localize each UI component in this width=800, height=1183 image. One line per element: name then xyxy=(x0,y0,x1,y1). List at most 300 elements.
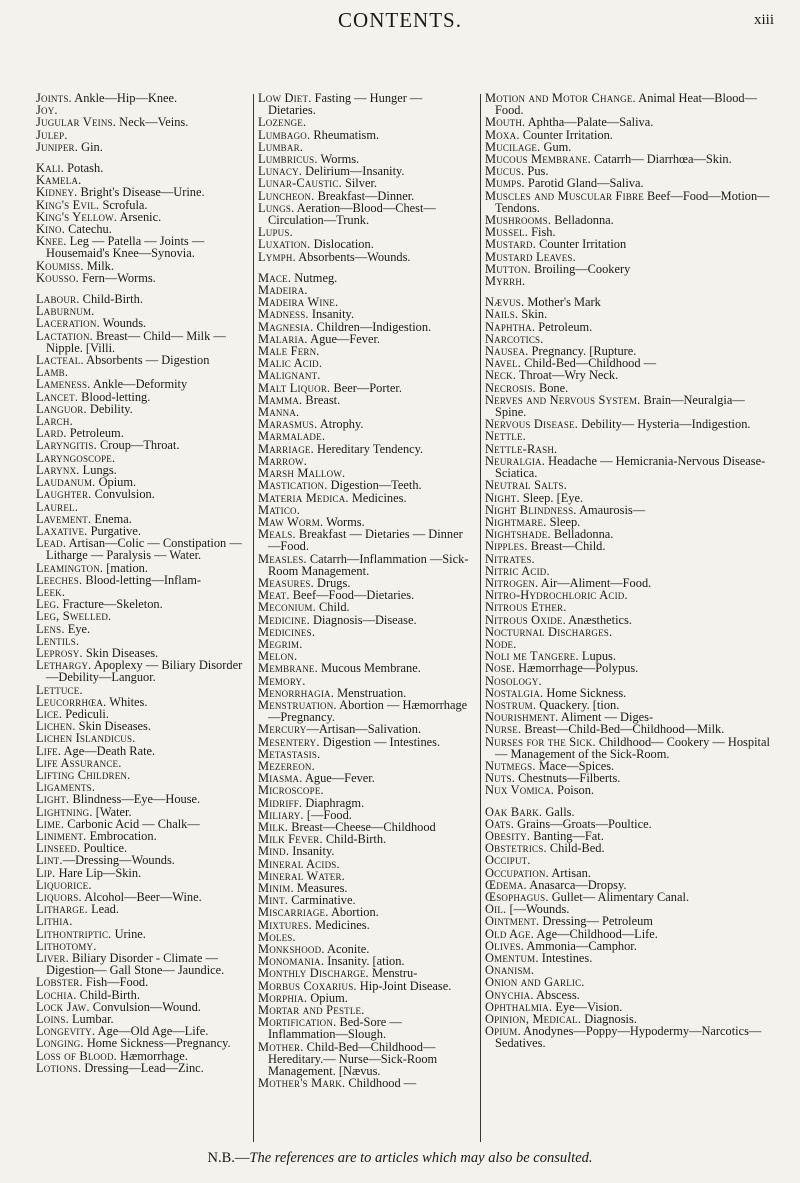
entry-heading: Laudanum. xyxy=(36,475,96,490)
entry-heading: Madness. xyxy=(258,307,309,322)
entry-references: Diagnosis—Disease. xyxy=(309,612,417,627)
footnote xyxy=(0,1150,800,1167)
entry-references: Delirium—Insanity. xyxy=(302,164,405,179)
entry-references: Urine. xyxy=(111,926,146,941)
entry-heading: Membrane. xyxy=(258,661,318,676)
entry-heading: Mineral Acids. xyxy=(258,856,340,871)
entry-references: Whites. xyxy=(106,694,148,709)
entry-references: Petroleum. xyxy=(535,319,593,334)
entry-heading: Nutmegs. xyxy=(485,758,536,773)
entry-references: Menstru- xyxy=(368,966,418,981)
entry-references: Home Sickness. xyxy=(543,685,627,700)
entry-heading: Lens. xyxy=(36,621,65,636)
entry-references: Mace—Spices. xyxy=(535,758,615,773)
entry-heading: Monomania. xyxy=(258,954,325,969)
entry-references: Counter Irritation. xyxy=(519,127,613,142)
entry-heading: Nose. xyxy=(485,661,516,676)
entry-heading: Nitrogen. xyxy=(485,575,539,590)
entry-heading: Lameness. xyxy=(36,377,91,392)
entry-references: Child-Birth. xyxy=(79,292,143,307)
entry-references: Air—Aliment—Food. xyxy=(538,575,652,590)
entry-references: Blood-letting. xyxy=(78,389,151,404)
entry-references: Abortion. xyxy=(328,905,379,920)
entry-heading: Leg, Swelled. xyxy=(36,609,112,624)
entry-heading: Lice. xyxy=(36,706,63,721)
entry-references: Age—Childhood—Life. xyxy=(534,926,658,941)
entry-heading: Mace. xyxy=(258,270,292,285)
entry-references: Worms. xyxy=(317,152,360,167)
entry-references: Grains—Groats—Poultice. xyxy=(514,816,652,831)
entry-references: Home Sickness—Pregnancy. xyxy=(83,1036,231,1051)
entry-heading: Laceration. xyxy=(36,316,100,331)
entry-references: Hip-Joint Disease. xyxy=(356,978,452,993)
index-entry xyxy=(36,330,248,354)
entry-heading: Litharge. xyxy=(36,902,88,917)
entry-heading: Mussel. xyxy=(485,225,529,240)
entry-heading: Monkshood. xyxy=(258,942,325,957)
entry-heading: Mother's Mark. xyxy=(258,1076,346,1091)
entry-references: Hereditary Tendency. xyxy=(313,441,424,456)
entry-heading: Male Fern. xyxy=(258,344,320,359)
entry-heading: Mortification. xyxy=(258,1015,337,1030)
entry-heading: Nurse. xyxy=(485,722,522,737)
entry-references: Animal Heat—Blood—Food. xyxy=(495,91,757,118)
entry-heading: Miasma. xyxy=(258,771,303,786)
entry-references: Child. xyxy=(315,600,350,615)
entry-heading: Loss of Blood. xyxy=(36,1048,117,1063)
entry-heading: Œsophagus. xyxy=(485,890,549,904)
entry-references: Beef—Food—Motion—Tendons. xyxy=(495,188,770,215)
entry-heading: Lime. xyxy=(36,816,65,831)
entry-references: Hæmorrhage—Polypus. xyxy=(515,661,639,676)
entry-heading: Lead. xyxy=(36,536,67,551)
entry-references: Breast—Child-Bed—Childhood—Milk. xyxy=(521,722,725,737)
entry-heading: Oats. xyxy=(485,816,515,831)
entry-heading: Nitrates. xyxy=(485,551,535,566)
entry-heading: Monthly Discharge. xyxy=(258,966,369,981)
entry-heading: Lumbricus. xyxy=(258,152,318,167)
entry-heading: Lithia. xyxy=(36,914,73,929)
entry-references: Arsenic. xyxy=(117,209,162,224)
entry-references: Bright's Disease—Urine. xyxy=(77,185,205,200)
entry-heading: Mouth. xyxy=(485,115,526,130)
index-column-2 xyxy=(258,92,472,1089)
entry-heading: Lithotomy. xyxy=(36,938,97,953)
index-entry xyxy=(258,1041,472,1078)
entry-heading: Lethargy. xyxy=(36,658,92,673)
entry-heading: Neck. xyxy=(485,368,517,383)
entry-heading: Lotions. xyxy=(36,1060,82,1075)
entry-heading: Kali. xyxy=(36,161,65,176)
entry-heading: Lungs. xyxy=(258,200,295,215)
entry-heading: King's Yellow. xyxy=(36,209,118,224)
entry-references: Ague—Fever. xyxy=(302,771,375,786)
entry-heading: Liquors. xyxy=(36,890,82,904)
entry-references: Ankle—Deformity xyxy=(90,377,188,392)
index-entry xyxy=(36,92,248,104)
entry-heading: Nitrous Ether. xyxy=(485,600,567,615)
index-entry xyxy=(485,418,771,430)
page-title: CONTENTS. xyxy=(338,8,462,32)
entry-references: —Dressing—Wounds. xyxy=(62,853,175,868)
entry-heading: Marsh Mallow. xyxy=(258,466,346,481)
entry-heading: Lifting Children. xyxy=(36,767,131,782)
entry-references: Opium. xyxy=(95,475,137,490)
entry-heading: Nitro-Hydrochloric Acid. xyxy=(485,588,628,603)
entry-references: Wounds. xyxy=(99,316,147,331)
entry-references: Fern—Worms. xyxy=(78,270,156,285)
entry-references: Bone. xyxy=(535,380,569,395)
entry-references: Alcohol—Beer—Wine. xyxy=(81,890,202,904)
entry-references: Ankle—Hip—Knee. xyxy=(71,91,178,105)
entry-references: Blood-letting—Inflam- xyxy=(82,572,202,587)
entry-heading: Milk Fever. xyxy=(258,832,323,847)
entry-heading: Night. xyxy=(485,490,520,505)
entry-heading: Lymph. xyxy=(258,249,296,264)
entry-heading: Laryngoscope. xyxy=(36,450,116,465)
entry-references: Debility— Hysteria—Indigestion. xyxy=(578,417,751,432)
entry-heading: Kidney. xyxy=(36,185,78,200)
index-entry xyxy=(258,92,472,116)
entry-heading: Languor. xyxy=(36,401,87,416)
entry-references: Ammonia—Camphor. xyxy=(523,938,637,953)
entry-heading: Mustard Leaves. xyxy=(485,249,576,264)
entry-heading: Luxation. xyxy=(258,237,311,252)
index-entry xyxy=(485,92,771,116)
entry-heading: Nitrous Oxide. xyxy=(485,612,566,627)
entry-heading: Occiput. xyxy=(485,853,531,868)
entry-references: Mucous Membrane. xyxy=(317,661,421,676)
entry-heading: Knee. xyxy=(36,234,67,249)
entry-heading: Leucorrhœa. xyxy=(36,694,107,709)
entry-heading: Morbus Coxarius. xyxy=(258,978,357,993)
entry-heading: Measles. xyxy=(258,551,307,566)
entry-heading: Nipples. xyxy=(485,539,528,554)
entry-references: Sleep. xyxy=(546,514,581,529)
entry-references: Age—Old Age—Life. xyxy=(95,1024,209,1039)
entry-references: Mother's Mark xyxy=(524,295,601,310)
entry-references: Apoplexy — Biliary Disorder—Debility—Languor. xyxy=(46,658,243,685)
entry-references: Petroleum. xyxy=(66,426,124,441)
index-entry xyxy=(36,235,248,259)
entry-heading: Mezereon. xyxy=(258,758,315,773)
entry-heading: Nourishment. xyxy=(485,710,559,725)
entry-heading: Menorrhagia. xyxy=(258,685,335,700)
index-entry xyxy=(485,736,771,760)
entry-heading: Occupation. xyxy=(485,865,549,880)
entry-heading: Lentils. xyxy=(36,633,80,648)
entry-references: Aeration—Blood—Chest— Circulation—Trunk. xyxy=(268,200,436,228)
entry-references: Convulsion—Wound. xyxy=(89,999,201,1014)
entry-references: Throat—Wry Neck. xyxy=(516,368,619,383)
entry-references: Childhood— Cookery — Hospital — Management of the Sick-Room. xyxy=(495,734,770,761)
entry-references: Skin. xyxy=(518,307,548,322)
entry-references: Pediculi. xyxy=(62,706,109,721)
entry-heading: Larch. xyxy=(36,414,73,429)
entry-heading: Liquorice. xyxy=(36,877,92,892)
entry-heading: Nervous Disease. xyxy=(485,417,579,432)
entry-heading: Kamela. xyxy=(36,173,82,188)
entry-references: Absorbents — Digestion xyxy=(83,353,210,368)
entry-heading: Marasmus. xyxy=(258,417,318,432)
entry-heading: Œdema. xyxy=(485,877,527,892)
entry-references: Leg — Patella — Joints — Housemaid's Knee—Synovia. xyxy=(46,234,205,261)
entry-references: Insanity. xyxy=(289,844,335,859)
entry-references: Child-Bed—Childhood— Hereditary.— Nurse—Sick-Room Management. [Nævus. xyxy=(268,1039,438,1079)
entry-references: Banting—Fat. xyxy=(530,828,604,843)
entry-heading: Low Diet. xyxy=(258,91,312,105)
entry-references: Intestines. xyxy=(538,951,593,966)
entry-heading: Koumiss. xyxy=(36,258,84,273)
index-entry xyxy=(485,1025,771,1049)
entry-heading: Lip. xyxy=(36,865,56,880)
entry-heading: Night Blindness. xyxy=(485,502,577,517)
entry-heading: Ophthalmia. xyxy=(485,999,553,1014)
entry-heading: Nosology. xyxy=(485,673,542,688)
entry-references: Fasting — Hunger — Dietaries. xyxy=(268,91,423,118)
entry-heading: Matico. xyxy=(258,502,301,517)
entry-references: Child-Bed—Childhood — xyxy=(521,356,657,371)
column-divider xyxy=(480,94,481,1142)
entry-references: Belladonna. xyxy=(551,213,614,228)
entry-references: —Artisan—Salivation. xyxy=(306,722,422,737)
entry-heading: Oak Bark. xyxy=(485,804,543,819)
entry-references: Insanity. [ation. xyxy=(324,954,405,969)
entry-references: Poultice. xyxy=(80,841,128,856)
entry-heading: Lichen Islandicus. xyxy=(36,731,136,746)
entry-heading: Loins. xyxy=(36,1012,69,1027)
entry-heading: King's Evil. xyxy=(36,197,100,212)
entry-references: Fish. xyxy=(528,225,556,240)
entry-heading: Meat. xyxy=(258,588,290,603)
entry-references: Fracture—Skeleton. xyxy=(59,597,163,612)
index-column-1 xyxy=(36,92,248,1074)
entry-heading: Memory. xyxy=(258,673,306,688)
index-entry xyxy=(485,263,771,275)
entry-heading: Mint. xyxy=(258,893,289,908)
index-entry xyxy=(258,528,472,552)
entry-references: Carbonic Acid — Chalk— xyxy=(64,816,200,831)
entry-heading: Moles. xyxy=(258,929,296,944)
entry-references: Headache — Hemicrania-Nervous Disease-Sciatica. xyxy=(495,453,766,481)
entry-heading: Megrim. xyxy=(258,636,303,651)
entry-heading: Oil. xyxy=(485,902,507,917)
entry-references: Potash. xyxy=(64,161,104,176)
entry-heading: Nettle-Rash. xyxy=(485,441,558,456)
entry-references: Child-Birth. xyxy=(76,987,140,1002)
index-entry xyxy=(36,141,248,153)
entry-references: Breast—Cheese—Childhood xyxy=(288,819,436,834)
entry-references: Diagnosis. xyxy=(581,1012,637,1027)
entry-references: Catarrh—Inflammation —Sick-Room Management. xyxy=(268,551,469,578)
entry-heading: Mutton. xyxy=(485,261,531,276)
entry-references: Eye. xyxy=(64,621,91,636)
entry-heading: Onion and Garlic. xyxy=(485,975,585,990)
entry-heading: Mushrooms. xyxy=(485,213,552,228)
entry-heading: Lint. xyxy=(36,853,63,868)
footnote-lead: N.B.— xyxy=(207,1150,250,1166)
entry-heading: Obesity. xyxy=(485,828,531,843)
entry-heading: Mixtures. xyxy=(258,917,312,932)
entry-references: Lungs. xyxy=(79,462,117,477)
entry-heading: Leg. xyxy=(36,597,60,612)
entry-heading: Myrrh. xyxy=(485,274,526,289)
page-number: xiii xyxy=(753,12,774,28)
entry-heading: Medicine. xyxy=(258,612,310,627)
entry-references: Childhood — xyxy=(345,1076,417,1091)
entry-heading: Meals. xyxy=(258,527,296,542)
entry-heading: Onanism. xyxy=(485,963,535,978)
entry-references: Child-Bed. xyxy=(546,841,605,856)
entry-references: Diaphragm. xyxy=(302,795,365,810)
entry-heading: Nocturnal Discharges. xyxy=(485,624,613,639)
entry-references: [—Food. xyxy=(303,807,352,822)
index-column-3 xyxy=(485,92,771,1050)
entry-heading: Nightshade. xyxy=(485,527,551,542)
entry-heading: Magnesia. xyxy=(258,319,314,334)
entry-heading: Mineral Water. xyxy=(258,868,345,883)
entry-references: Absorbents—Wounds. xyxy=(295,249,411,264)
entry-heading: Leamington. xyxy=(36,560,104,575)
entry-references: Sleep. [Eye. xyxy=(519,490,584,505)
entry-references: Gin. xyxy=(78,139,103,154)
entry-references: Skin Diseases. xyxy=(75,719,151,734)
entry-references: Poison. xyxy=(554,783,595,798)
entry-heading: Lunacy. xyxy=(258,164,303,179)
entry-heading: Liver. xyxy=(36,951,69,966)
entry-references: Chestnuts—Filberts. xyxy=(515,771,621,786)
entry-heading: Obstetrics. xyxy=(485,841,547,856)
entry-references: Anæsthetics. xyxy=(565,612,632,627)
entry-heading: Laughter. xyxy=(36,487,92,502)
entry-heading: Malic Acid. xyxy=(258,356,323,371)
entry-heading: Lozenge. xyxy=(258,115,307,130)
entry-references: Silver. xyxy=(341,176,377,191)
entry-references: Breakfast — Dietaries — Dinner—Food. xyxy=(268,527,463,554)
entry-heading: Lunar-Caustic. xyxy=(258,176,342,191)
entry-references: Bed-Sore — Inflammation—Slough. xyxy=(268,1015,402,1042)
entry-heading: Olives. xyxy=(485,938,524,953)
entry-references: Belladonna. xyxy=(550,527,614,542)
entry-heading: Life. xyxy=(36,743,62,758)
entry-heading: Marrow. xyxy=(258,453,308,468)
entry-references: Biliary Disorder - Climate —Digestion— Gall Stone— Jaundice. xyxy=(46,951,225,978)
entry-heading: Nerves and Nervous System. xyxy=(485,392,641,407)
entry-heading: Milk. xyxy=(258,819,289,834)
entry-heading: Nurses for the Sick. xyxy=(485,734,596,749)
index-entry xyxy=(258,1077,472,1089)
entry-heading: Leeches. xyxy=(36,572,83,587)
entry-references: Enema. xyxy=(91,511,132,526)
index-entry xyxy=(36,537,248,561)
entry-heading: Omentum. xyxy=(485,951,539,966)
entry-heading: Lochia. xyxy=(36,987,77,1002)
entry-references: Children—Indigestion. xyxy=(313,319,432,334)
entry-references: Embrocation. xyxy=(86,828,157,843)
entry-references: Aliment — Diges- xyxy=(558,710,654,725)
entry-references: Catarrh— Diarrhœa—Skin. xyxy=(590,152,732,167)
entry-heading: Kousso. xyxy=(36,270,79,285)
entry-heading: Neuralgia. xyxy=(485,453,546,468)
entry-heading: Lobster. xyxy=(36,975,83,990)
footnote-text: The references are to articles which may also be consulted. xyxy=(249,1150,593,1166)
entry-heading: Linseed. xyxy=(36,841,81,856)
entry-references: Parotid Gland—Saliva. xyxy=(524,176,644,191)
entry-references: Worms. xyxy=(323,514,365,529)
entry-references: Artisan. xyxy=(548,865,591,880)
entry-references: Aconite. xyxy=(324,942,370,957)
entry-heading: Nails. xyxy=(485,307,519,322)
index-entry xyxy=(258,1016,472,1040)
entry-references: Abscess. xyxy=(533,987,580,1002)
entry-heading: Miliary. xyxy=(258,807,304,822)
entry-heading: Light. xyxy=(36,792,70,807)
entry-heading: Joy. xyxy=(36,103,58,118)
index-entry xyxy=(485,190,771,214)
entry-heading: Nausea. xyxy=(485,344,529,359)
entry-heading: Manna. xyxy=(258,405,300,420)
entry-heading: Malt Liquor. xyxy=(258,380,331,395)
entry-references: Drugs. xyxy=(313,575,351,590)
entry-heading: Menstruation. xyxy=(258,697,337,712)
entry-heading: Malaria. xyxy=(258,331,308,346)
entry-heading: Mucilage. xyxy=(485,139,541,154)
entry-heading: Laburnum. xyxy=(36,304,95,319)
entry-heading: Lavement. xyxy=(36,511,92,526)
entry-references: Lupus. xyxy=(578,649,616,664)
entry-references: Age—Death Rate. xyxy=(61,743,156,758)
entry-heading: Lactation. xyxy=(36,328,93,343)
entry-references: Dressing— Petroleum xyxy=(539,914,653,929)
entry-references: Aphtha—Palate—Saliva. xyxy=(525,115,654,130)
entry-heading: Miscarriage. xyxy=(258,905,329,920)
entry-heading: Leprosy. xyxy=(36,645,83,660)
entry-heading: Lichen. xyxy=(36,719,76,734)
entry-references: Abortion — Hæmorrhage—Pregnancy. xyxy=(268,697,468,725)
entry-heading: Larynx. xyxy=(36,462,80,477)
entry-heading: Mastication. xyxy=(258,478,328,493)
entry-heading: Mortar and Pestle. xyxy=(258,1003,365,1018)
entry-references: Convulsion. xyxy=(91,487,155,502)
entry-heading: Morphia. xyxy=(258,990,308,1005)
entry-heading: Mumps. xyxy=(485,176,525,191)
entry-heading: Naphtha. xyxy=(485,319,536,334)
entry-heading: Necrosis. xyxy=(485,380,536,395)
entry-references: Pus. xyxy=(524,164,549,179)
index-entry xyxy=(258,202,472,226)
entry-heading: Mustard. xyxy=(485,237,536,252)
entry-heading: Malignant. xyxy=(258,368,321,383)
entry-references: Rheumatism. xyxy=(310,127,380,142)
entry-references: Breast—Child. xyxy=(527,539,606,554)
entry-heading: Julep. xyxy=(36,127,68,142)
entry-heading: Lock Jaw. xyxy=(36,999,90,1014)
entry-references: Pregnancy. [Rupture. xyxy=(528,344,637,359)
index-entry xyxy=(258,251,472,263)
entry-heading: Lumbar. xyxy=(258,139,304,154)
entry-references: [—Wounds. xyxy=(506,902,570,917)
entry-heading: Mesentery. xyxy=(258,734,320,749)
index-entry xyxy=(485,455,771,479)
entry-heading: Mamma. xyxy=(258,392,303,407)
entry-heading: Mind. xyxy=(258,844,290,859)
entry-references: Breast. xyxy=(302,392,341,407)
entry-references: Beer—Porter. xyxy=(330,380,402,395)
entry-references: Digestion—Teeth. xyxy=(327,478,422,493)
entry-heading: Jugular Veins. xyxy=(36,115,117,130)
index-entry xyxy=(36,1062,248,1074)
entry-heading: Laxative. xyxy=(36,523,88,538)
